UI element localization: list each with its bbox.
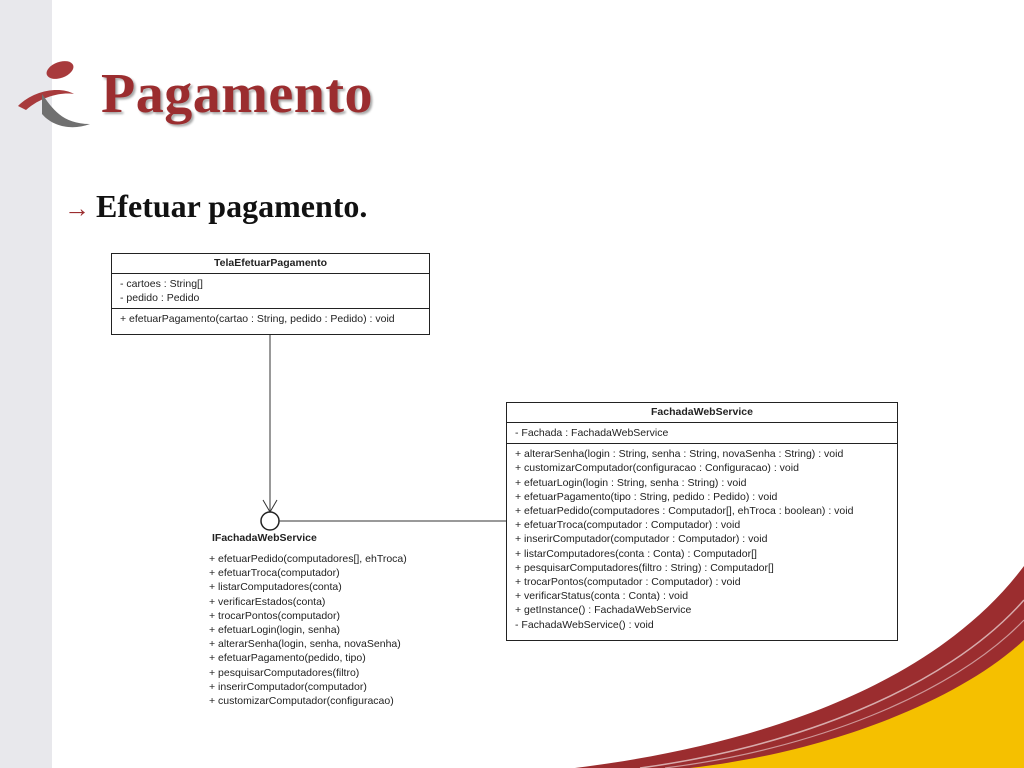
class-operations <box>112 309 429 329</box>
attribute: - Fachada : FachadaWebService <box>515 427 669 439</box>
interface-operation: + efetuarPedido(computadores[], ehTroca) <box>209 553 407 565</box>
operation: + pesquisarComputadores(filtro : String) : Computador[] <box>515 561 774 574</box>
bullet-text: Efetuar pagamento. <box>96 188 368 224</box>
attribute: - cartoes : String[] <box>120 278 203 290</box>
attribute: - pedido : Pedido <box>120 292 200 305</box>
interface-operation: + verificarEstados(conta) <box>209 595 326 608</box>
operation: + inserirComputador(computador : Computador) : void <box>515 533 768 546</box>
operation: + efetuarPagamento(cartao : String, pedido : Pedido) : void <box>120 313 395 326</box>
interface-operation: + efetuarPagamento(pedido, tipo) <box>209 652 366 665</box>
class-attributes <box>112 274 429 309</box>
interface-operation: + inserirComputador(computador) <box>209 680 367 693</box>
interface-operation: + efetuarTroca(computador) <box>209 567 340 580</box>
interface-operation: + efetuarLogin(login, senha) <box>209 624 341 637</box>
class-operations <box>507 444 897 635</box>
operation: + listarComputadores(conta : Conta) : Computador[] <box>515 547 757 560</box>
class-tela-efetuar-pagamento <box>111 253 430 335</box>
operation: + customizarComputador(configuracao : Configuracao) : void <box>515 462 799 475</box>
interface-operation: + trocarPontos(computador) <box>209 609 341 622</box>
operation: + efetuarPedido(computadores : Computador[], ehTroca : boolean) : void <box>515 505 854 518</box>
interface-lollipop <box>261 512 279 530</box>
interface-operation: + listarComputadores(conta) <box>209 581 342 594</box>
operation: + efetuarTroca(computador : Computador) : void <box>515 519 741 532</box>
interface-operation: + pesquisarComputadores(filtro) <box>209 666 360 679</box>
operation: + getInstance() : FachadaWebService <box>515 604 692 617</box>
operation: + efetuarLogin(login : String, senha : String) : void <box>515 476 747 489</box>
class-name: FachadaWebService <box>507 403 897 423</box>
class-attributes <box>507 423 897 444</box>
arrow-icon: → <box>64 194 90 223</box>
interface-operation: + customizarComputador(configuracao) <box>209 695 394 708</box>
class-name: TelaEfetuarPagamento <box>112 254 429 274</box>
interface-operations <box>209 552 407 708</box>
slide-title: Pagamento <box>101 63 374 125</box>
operation: - FachadaWebService() : void <box>515 618 654 631</box>
operation: + verificarStatus(conta : Conta) : void <box>515 590 689 603</box>
operation: + trocarPontos(computador : Computador) : void <box>515 576 741 589</box>
class-fachada-web-service <box>506 402 898 641</box>
operation: + alterarSenha(login : String, senha : String, novaSenha : String) : void <box>515 448 844 461</box>
interface-name: IFachadaWebService <box>212 532 317 544</box>
operation: + efetuarPagamento(tipo : String, pedido : Pedido) : void <box>515 490 778 503</box>
interface-operation: + alterarSenha(login, senha, novaSenha) <box>209 638 401 651</box>
